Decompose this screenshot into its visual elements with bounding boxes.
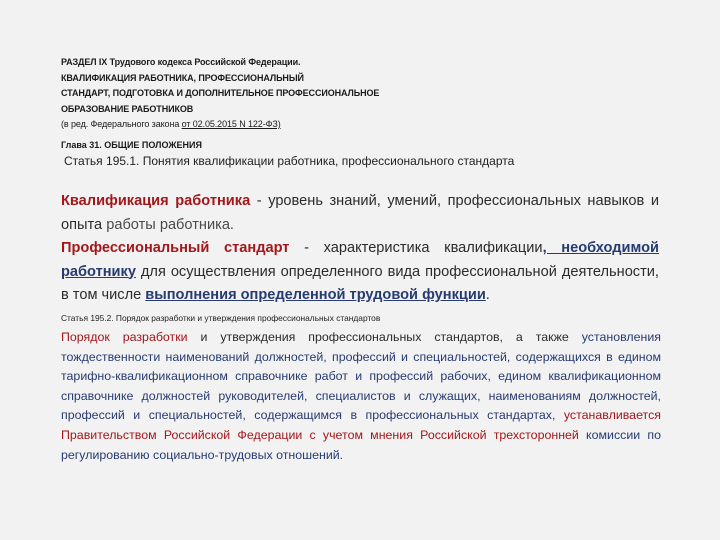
article-195-2-title: Статья 195.2. Порядок разработки и утверждения профессиональных стандартов bbox=[61, 313, 381, 323]
necessary-for-worker-link[interactable]: , необходимой работнику bbox=[61, 240, 659, 280]
qualification-dash: - bbox=[250, 193, 269, 209]
standard-definition-2: для осуществления определенного вида профессиональной деятельности, в том числе bbox=[61, 263, 659, 303]
article-195-1-title: Статья 195.1. Понятия квалификации работника, профессионального стандарта bbox=[64, 154, 515, 168]
government-text: устанавливается Правительством Российской Федерации с учетом мнения Российской трехсторонней bbox=[61, 408, 661, 442]
edition-note bbox=[61, 117, 621, 133]
section-title-line-4: ОБРАЗОВАНИЕ РАБОТНИКОВ bbox=[61, 103, 194, 114]
definitions-block bbox=[61, 190, 659, 308]
standard-dash: - bbox=[289, 240, 324, 256]
section-header bbox=[61, 55, 621, 133]
qualification-tail: работы работника. bbox=[102, 216, 234, 233]
standard-definition-end: . bbox=[485, 287, 490, 303]
section-title-line-2: КВАЛИФИКАЦИЯ РАБОТНИКА, ПРОФЕССИОНАЛЬНЫЙ bbox=[61, 72, 304, 83]
identity-establishment-text: установления тождественности наименований должностей, профессий и специальностей, содержащихся в едином тарифно-квалификационном справочнике работ и профессий рабочих, едином квалификационном справочнике должностей руководителей, специалистов и служащих, наименованиям должностей, профессий и специальностей, содержащимся в профессиональных стандартах, bbox=[61, 330, 661, 423]
labor-function-link[interactable]: выполнения определенной трудовой функции bbox=[145, 287, 486, 303]
edition-law-link[interactable]: от 02.05.2015 N 122-ФЗ) bbox=[181, 119, 281, 129]
commission-text: комиссии по регулированию социально-трудовых отношений. bbox=[61, 427, 661, 462]
article-195-2-text bbox=[61, 328, 661, 465]
edition-prefix: (в ред. Федерального закона bbox=[61, 119, 182, 129]
qualification-definition: уровень знаний, умений, профессиональных навыков и опыта bbox=[61, 193, 659, 233]
standard-term: Профессиональный стандарт bbox=[61, 240, 290, 256]
section-title-line-1: РАЗДЕЛ IX Трудового кодекса Российской Федерации. bbox=[61, 57, 301, 67]
qualification-term: Квалификация работника bbox=[61, 193, 251, 209]
chapter-title: Глава 31. ОБЩИЕ ПОЛОЖЕНИЯ bbox=[61, 140, 202, 150]
development-procedure-text: Порядок разработки bbox=[61, 330, 188, 344]
section-title-line-3: СТАНДАРТ, ПОДГОТОВКА И ДОПОЛНИТЕЛЬНОЕ ПРОФЕССИОНАЛЬНОЕ bbox=[61, 88, 380, 98]
standard-definition-1: характеристика квалификации bbox=[323, 240, 543, 256]
approval-text: и утверждения профессиональных стандартов, а также bbox=[187, 330, 582, 344]
